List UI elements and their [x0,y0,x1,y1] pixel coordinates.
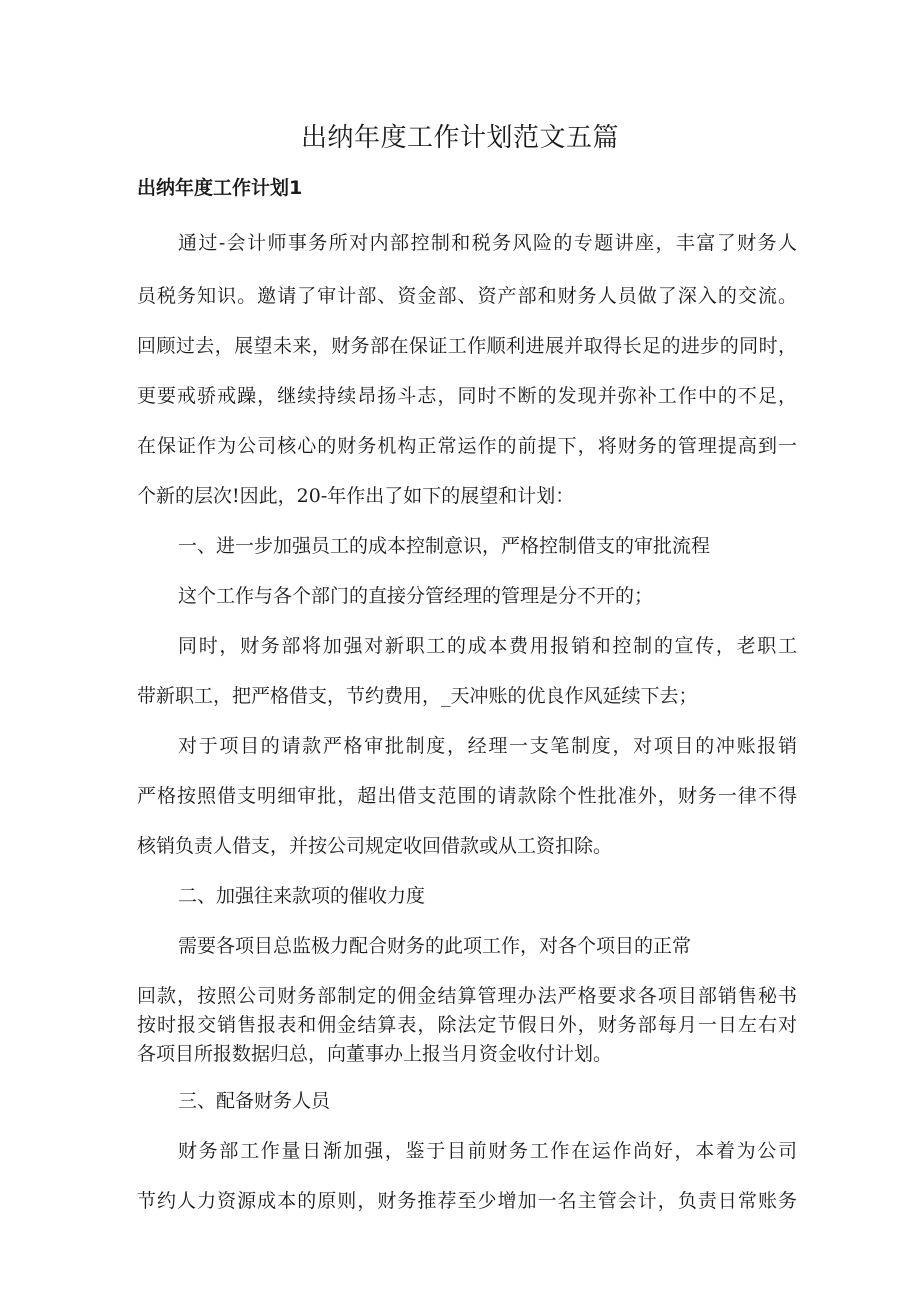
paragraph-line: 按时报交销售报表和佣金结算表，除法定节假日外，财务部每月一日左右对 [137,1014,797,1036]
paragraph-line: 节约人力资源成本的原则，财务推荐至少增加一名主管会计，负责日常账务 [137,1190,797,1212]
subheading-one: 一、进一步加强员工的成本控制意识，严格控制借支的审批流程 [178,535,711,557]
paragraph-line: 通过-会计师事务所对内部控制和税务风险的专题讲座，丰富了财务人 [178,232,797,254]
paragraph-line: 财务部工作量日渐加强，鉴于目前财务工作在运作尚好，本着为公司 [178,1140,797,1162]
paragraph-line: 更要戒骄戒躁，继续持续昂扬斗志，同时不断的发现并弥补工作中的不足， [137,385,797,407]
paragraph-line: 回款，按照公司财务部制定的佣金结算管理办法严格要求各项目部销售秘书 [137,985,797,1007]
paragraph-line: 在保证作为公司核心的财务机构正常运作的前提下，将财务的管理提高到一 [137,435,797,457]
paragraph-line: 员税务知识。邀请了审计部、资金部、资产部和财务人员做了深入的交流。 [137,285,797,307]
section-heading: 出纳年度工作计划1 [137,177,303,199]
subheading-three: 三、配备财务人员 [178,1090,331,1112]
paragraph-line: 严格按照借支明细审批，超出借支范围的请款除个性批准外，财务一律不得 [137,785,797,807]
paragraph-line: 各项目所报数据归总，向董事办上报当月资金收付计划。 [137,1043,613,1065]
paragraph-line: 这个工作与各个部门的直接分管经理的管理是分不开的； [178,585,654,607]
paragraph-line: 同时，财务部将加强对新职工的成本费用报销和控制的宣传，老职工 [178,635,797,657]
paragraph-line: 对于项目的请款严格审批制度，经理一支笔制度，对项目的冲账报销 [178,735,797,757]
paragraph-line: 需要各项目总监极力配合财务的此项工作，对各个项目的正常 [178,935,692,957]
document-title: 出纳年度工作计划范文五篇 [300,123,619,153]
paragraph-line: 个新的层次!因此，20-年作出了如下的展望和计划： [137,485,575,507]
paragraph-line: 核销负责人借支，并按公司规定收回借款或从工资扣除。 [137,835,613,857]
paragraph-line: 带新职工，把严格借支，节约费用，_天冲账的优良作风延续下去； [137,685,698,707]
paragraph-line: 回顾过去，展望未来，财务部在保证工作顺利进展并取得长足的进步的同时， [137,335,797,357]
subheading-two: 二、加强往来款项的催收力度 [178,885,426,907]
